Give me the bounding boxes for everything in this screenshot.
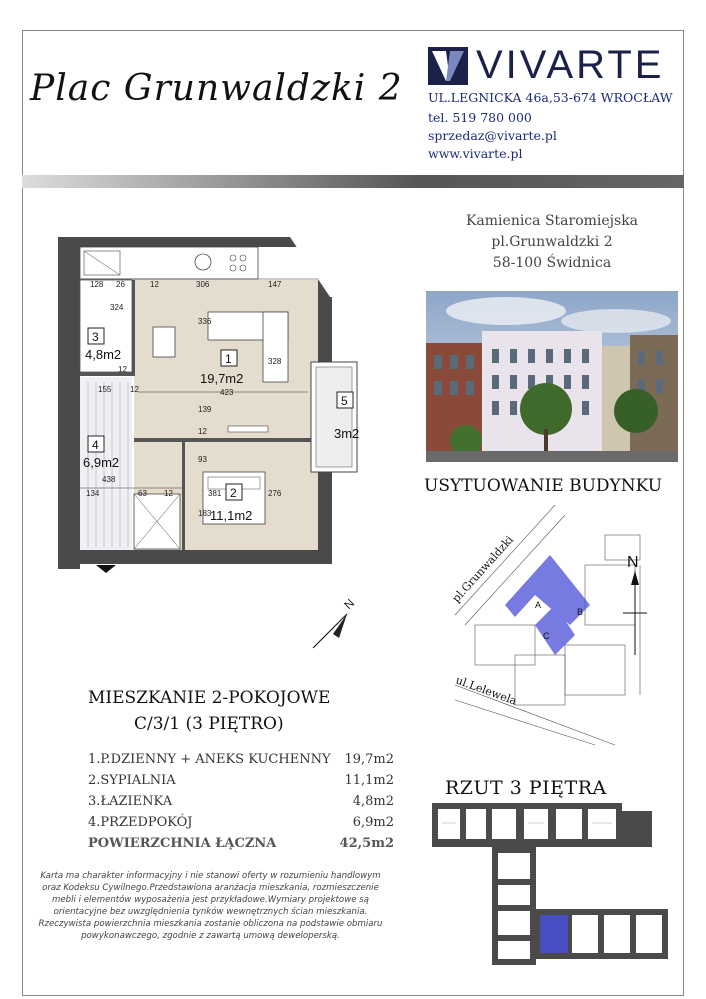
apartment-type: MIESZKANIE 2-POKOJOWE <box>88 688 331 708</box>
dim-306: 306 <box>196 280 210 289</box>
room-1-area: 19,7m2 <box>200 371 244 386</box>
entrance-arrow-icon <box>96 565 116 573</box>
room-row-label: 4.PRZEDPOKÓJ <box>88 815 193 830</box>
dim-93: 93 <box>198 455 207 464</box>
room-row-label: 1.P.DZIENNY + ANEKS KUCHENNY <box>88 752 331 767</box>
contact-address: UL.LEGNICKA 46a,53-674 WROCŁAW <box>428 90 673 105</box>
location-heading: USYTUOWANIE BUDYNKU <box>424 476 663 496</box>
room-3-area: 4,8m2 <box>85 347 122 362</box>
room-row-area: 6,9m2 <box>352 815 394 830</box>
room-row-area: 4,8m2 <box>352 794 394 809</box>
map-north-label: N <box>627 554 639 571</box>
total-area-row <box>88 836 394 851</box>
room-4-area: 6,9m2 <box>83 455 120 470</box>
total-area-label: POWIERZCHNIA ŁĄCZNA <box>88 836 277 851</box>
floor-layout <box>432 803 668 965</box>
dim-147: 147 <box>268 280 282 289</box>
dim-12b: 12 <box>118 365 127 374</box>
contact-phone[interactable]: tel. 519 780 000 <box>428 110 532 125</box>
room-4-number: 4 <box>92 438 99 452</box>
dim-63: 63 <box>138 489 147 498</box>
map-north-arrow-icon <box>623 571 647 655</box>
room-row-1 <box>88 752 394 767</box>
floor-plan <box>58 232 360 581</box>
building-photo <box>426 291 678 462</box>
dim-26: 26 <box>116 280 125 289</box>
contact-email[interactable]: sprzedaz@vivarte.pl <box>428 128 557 143</box>
room-row-3 <box>88 794 394 809</box>
total-area-value: 42,5m2 <box>339 836 394 851</box>
dim-155: 155 <box>98 385 112 394</box>
dim-336: 336 <box>198 317 212 326</box>
room-row-label: 2.SYPIALNIA <box>88 773 176 788</box>
dim-12a: 12 <box>150 280 159 289</box>
dim-183: 183 <box>198 509 212 518</box>
building-city: 58-100 Świdnica <box>492 255 612 271</box>
map-street-grunwaldzki: pl.Grunwaldzki <box>449 533 516 606</box>
dim-381: 381 <box>208 489 222 498</box>
room-3-number: 3 <box>92 330 99 344</box>
header-divider <box>22 175 684 188</box>
dim-423: 423 <box>220 388 234 397</box>
room-row-4 <box>88 815 394 830</box>
map-label-c: C <box>543 631 550 641</box>
dim-12d: 12 <box>198 427 207 436</box>
dim-139: 139 <box>198 405 212 414</box>
plan-north-label: N <box>341 596 358 613</box>
room-row-label: 3.ŁAZIENKA <box>88 794 173 809</box>
map-label-b: B <box>577 607 584 617</box>
plan-compass <box>305 596 365 656</box>
apartment-code: C/3/1 (3 PIĘTRO) <box>134 714 284 734</box>
dim-12e: 12 <box>164 489 173 498</box>
dim-12c: 12 <box>130 385 139 394</box>
room-1-number: 1 <box>225 352 232 366</box>
dim-134: 134 <box>86 489 100 498</box>
map-label-a: A <box>535 600 542 610</box>
room-5-area: 3m2 <box>334 426 360 441</box>
room-row-area: 19,7m2 <box>344 752 394 767</box>
room-5-number: 5 <box>341 394 348 408</box>
room-row-2 <box>88 773 394 788</box>
brand-name: VIVARTE <box>476 43 665 87</box>
building-name: Kamienica Staromiejska <box>465 213 639 229</box>
dim-276: 276 <box>268 489 282 498</box>
map-street-lelewela: ul.Lelewela <box>453 673 519 708</box>
room-2-number: 2 <box>230 486 237 500</box>
floor-heading: RZUT 3 PIĘTRA <box>445 777 607 799</box>
contact-website[interactable]: www.vivarte.pl <box>428 146 523 161</box>
vivarte-logo <box>428 43 678 87</box>
logo-mark-icon <box>428 47 468 85</box>
building-street: pl.Grunwaldzki 2 <box>491 234 613 250</box>
room-2-area: 11,1m2 <box>210 508 253 523</box>
dim-324: 324 <box>110 303 124 312</box>
page-title: Plac Grunwaldzki 2 <box>30 68 403 109</box>
site-map <box>449 505 655 745</box>
disclaimer: Karta ma charakter informacyjny i nie stanowi oferty w rozumieniu handlowym oraz Kodeksu Cywilnego.Przedstawiona aranżacja mieszkania, rozmieszczenie mebli i elementów wyposażenia jest przykładowe.Wymiary projektowe są orientacyjne bez uwzględnienia tynków wewnętrznych ścian mieszkania. Rzeczywista powierzchnia mieszkania zostanie obliczona na podstawie obmiaru powykonawczego, zgodnie z zawartą umową deweloperską. <box>38 871 383 941</box>
room-row-area: 11,1m2 <box>344 773 394 788</box>
dim-128: 128 <box>90 280 104 289</box>
dim-438: 438 <box>102 475 116 484</box>
dim-328: 328 <box>268 357 282 366</box>
